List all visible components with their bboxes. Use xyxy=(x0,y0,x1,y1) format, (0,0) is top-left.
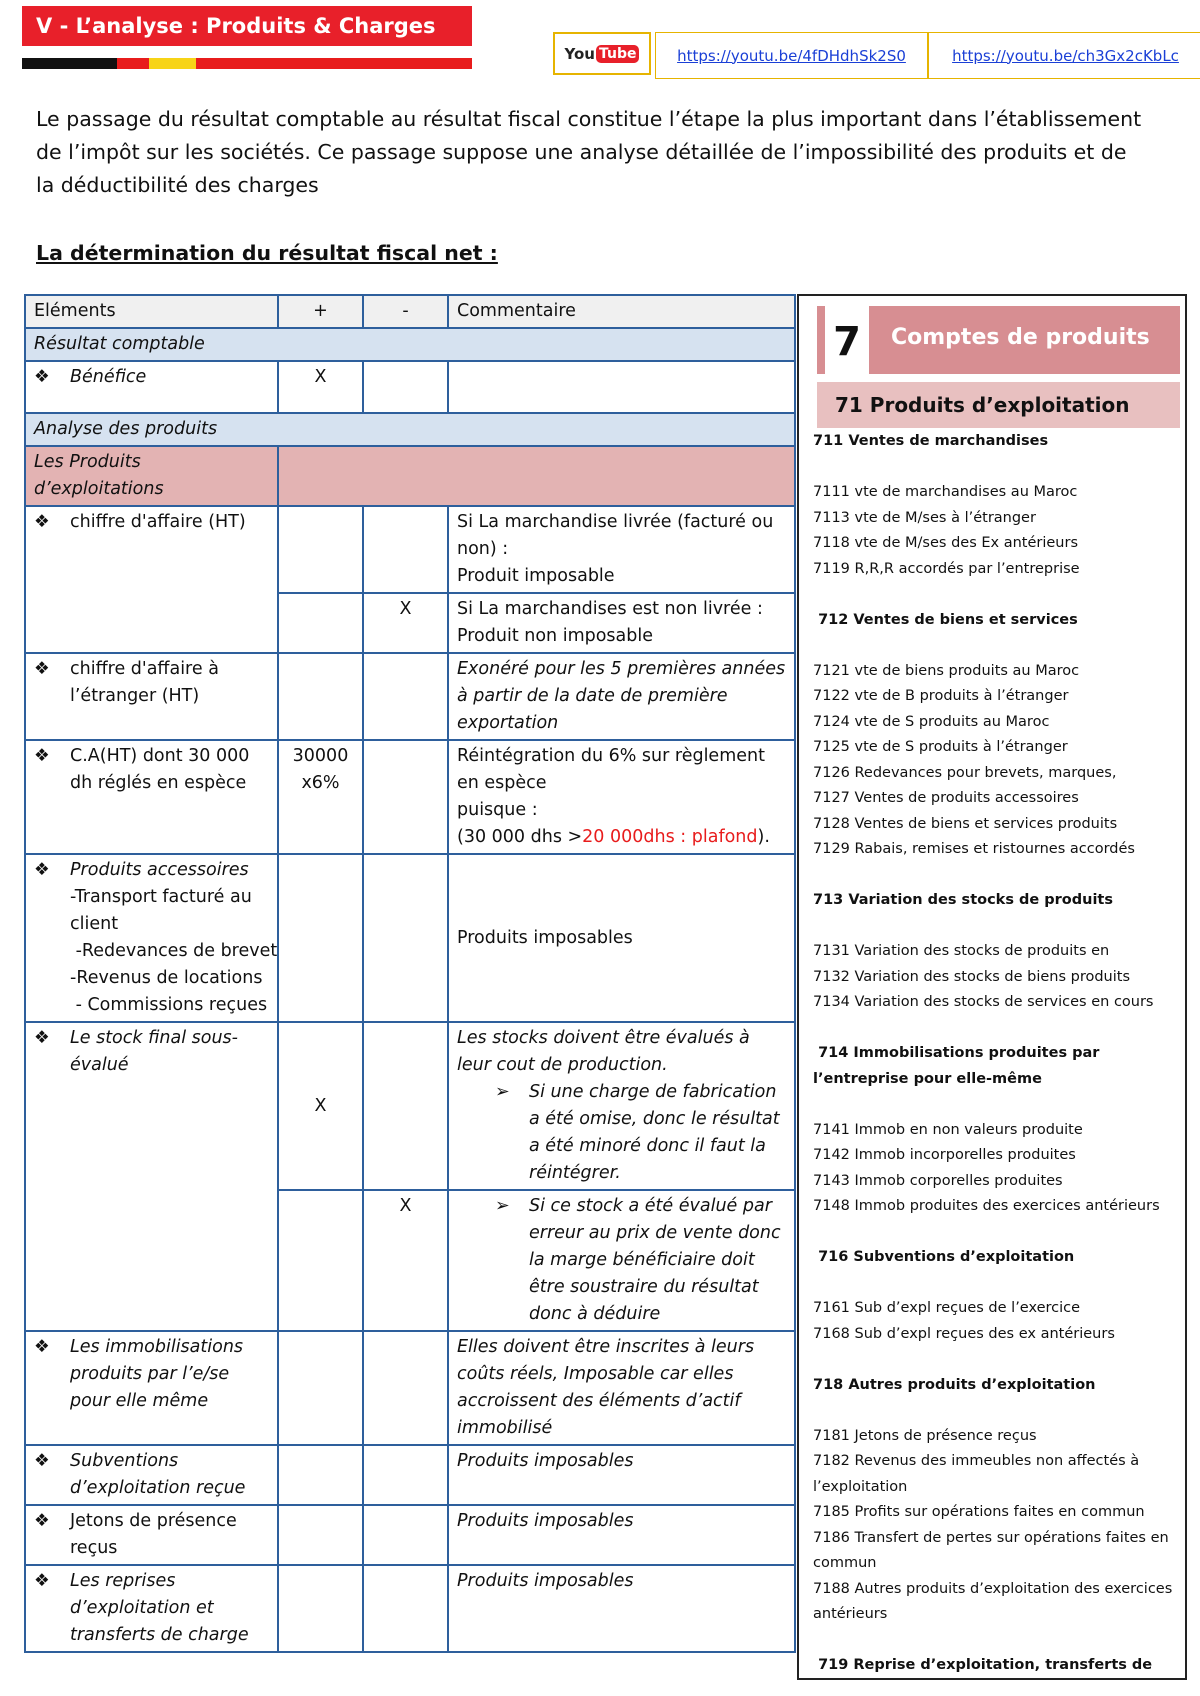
empty-cell xyxy=(278,1565,363,1652)
ca-ht-cell xyxy=(25,506,278,653)
comment-text: puisque : xyxy=(457,800,538,820)
account-item: 7181 Jetons de présence reçus xyxy=(813,1427,1037,1444)
flag-stripe-black xyxy=(22,58,117,69)
account-group-heading: 719 Reprise d’exploitation, transferts de xyxy=(813,1657,1153,1673)
spacer xyxy=(813,1347,1181,1373)
account-group-heading: 712 Ventes de biens et services xyxy=(813,611,1078,628)
bullet-icon: ❖ xyxy=(34,1451,50,1471)
youtube-text: You xyxy=(564,44,595,63)
resultat-comptable: Résultat comptable xyxy=(25,328,795,361)
account-item: 7118 vte de M/ses des Ex antérieurs xyxy=(813,535,1079,551)
ca-etranger-cell xyxy=(25,653,278,740)
empty-cell xyxy=(363,1445,448,1505)
immobilisations-comment: Elles doivent être inscrites à leurs coûts réels, Imposable car elles accroissent des éléments d’actif immobilisé xyxy=(448,1331,795,1445)
jetons-comment: Produits imposables xyxy=(448,1505,795,1565)
bullet-icon: ❖ xyxy=(34,367,50,387)
flag-stripe-red xyxy=(117,58,149,69)
section-title: La détermination du résultat fiscal net : xyxy=(36,241,498,265)
account-list xyxy=(813,429,1181,1679)
account-item: 7129 Rabais, remises et ristournes accordés xyxy=(813,841,1135,857)
empty-cell xyxy=(363,854,448,1022)
comment-text: Produit imposable xyxy=(457,566,615,586)
stock-label: Le stock final sous-évalué xyxy=(70,1028,238,1075)
account-item: 7168 Sub d’expl reçues des ex antérieurs xyxy=(813,1325,1115,1342)
comment-text: Si La marchandises est non livrée : xyxy=(457,599,763,619)
account-item: 7161 Sub d’expl reçues de l’exercice xyxy=(813,1300,1081,1316)
stock-cell xyxy=(25,1022,278,1331)
account-item: 7128 Ventes de biens et services produits xyxy=(813,815,1118,832)
account-item: 7186 Transfert de pertes sur opérations faites en commun xyxy=(813,1529,1169,1571)
empty-cell xyxy=(363,361,448,413)
comment-text: Réintégration du 6% sur règlement en espèce xyxy=(457,746,765,793)
ca-espece-label: C.A(HT) dont 30 000 dh réglés en espèce xyxy=(70,746,250,793)
account-item: 7111 vte de marchandises au Maroc xyxy=(813,484,1078,500)
spacer xyxy=(813,1271,1181,1297)
list-item: -Redevances de brevet xyxy=(70,941,278,961)
spacer xyxy=(813,455,1181,481)
comment-text: Produit non imposable xyxy=(457,626,654,646)
account-item: 7185 Profits sur opérations faites en commun xyxy=(813,1504,1145,1520)
spacer xyxy=(813,1220,1181,1246)
page-title: V - L’analyse : Produits & Charges xyxy=(22,6,472,46)
table-row xyxy=(25,506,795,593)
reprises-label: Les reprises d’exploitation et transferts de charge xyxy=(70,1571,249,1645)
stock-plus: X xyxy=(278,1022,363,1190)
flag-stripe-red-2 xyxy=(196,58,472,69)
header-minus: - xyxy=(363,295,448,328)
account-item: 7132 Variation des stocks de biens produits xyxy=(813,968,1131,985)
arrow-icon: ➢ xyxy=(495,1196,510,1216)
table-row xyxy=(25,1565,795,1652)
empty-cell xyxy=(363,653,448,740)
immobilisations-label: Les immobilisations produits par l’e/se pour elle même xyxy=(70,1337,244,1411)
account-item: 7122 vte de B produits à l’étranger xyxy=(813,688,1069,704)
table-row xyxy=(25,1331,795,1445)
account-item: 7142 Immob incorporelles produites xyxy=(813,1147,1076,1163)
bullet-icon: ❖ xyxy=(34,1028,50,1048)
spacer xyxy=(813,633,1181,659)
empty-cell xyxy=(448,361,795,413)
empty-cell xyxy=(278,1190,363,1331)
analyse-produits: Analyse des produits xyxy=(25,413,795,446)
section-row-analyse xyxy=(25,413,795,446)
empty-cell xyxy=(278,446,795,506)
bullet-icon: ❖ xyxy=(34,860,50,880)
table-row xyxy=(25,1445,795,1505)
ca-espece-cell xyxy=(25,740,278,854)
intro-paragraph: Le passage du résultat comptable au résultat fiscal constitue l’étape la plus important dans l’établissement de l’impôt sur les sociétés. Ce passage suppose une analyse détaillée de l’impossibilité des produits et de la déductibilité des charges xyxy=(36,107,1142,197)
table-row xyxy=(25,854,795,1022)
produits-accessoires-cell xyxy=(25,854,278,1022)
empty-cell xyxy=(278,593,363,653)
class-number: 7 xyxy=(825,306,869,374)
reprises-cell xyxy=(25,1565,278,1652)
ca-ht-comment-1 xyxy=(448,506,795,593)
empty-cell xyxy=(278,506,363,593)
empty-cell xyxy=(278,1505,363,1565)
reprises-comment: Produits imposables xyxy=(448,1565,795,1652)
comment-text: Si La marchandise livrée (facturé ou non) : xyxy=(457,512,774,559)
account-group-heading: 711 Ventes de marchandises xyxy=(813,433,1049,449)
header-plus: + xyxy=(278,295,363,328)
empty-cell xyxy=(363,1022,448,1190)
ca-espece-plus xyxy=(278,740,363,854)
accessoires-label: Produits accessoires xyxy=(70,860,249,880)
list-item: - Commissions reçues xyxy=(70,995,268,1015)
benefice-cell xyxy=(25,361,278,413)
table-row xyxy=(25,740,795,854)
benefice-plus: X xyxy=(278,361,363,413)
arrow-icon: ➢ xyxy=(495,1082,510,1102)
accessoires-comment: Produits imposables xyxy=(448,854,795,1022)
plus-amount: 30000 xyxy=(292,746,349,766)
spacer xyxy=(813,1628,1181,1654)
flag-stripe-yellow xyxy=(149,58,196,69)
account-item: 7143 Immob corporelles produites xyxy=(813,1172,1063,1189)
ca-espece-comment xyxy=(448,740,795,854)
spacer xyxy=(813,1092,1181,1118)
account-item: 7148 Immob produites des exercices antérieurs xyxy=(813,1198,1160,1214)
stock-minus: X xyxy=(363,1190,448,1331)
bullet-icon: ❖ xyxy=(34,659,50,679)
spacer xyxy=(813,582,1181,608)
empty-cell xyxy=(363,1505,448,1565)
list-item: -Transport facturé au client xyxy=(70,887,252,934)
bullet-icon: ❖ xyxy=(34,1571,50,1591)
subventions-cell xyxy=(25,1445,278,1505)
youtube-link-1[interactable]: https://youtu.be/4fDHdhSk2S0 xyxy=(655,32,928,79)
empty-cell xyxy=(278,1331,363,1445)
ca-ht-label: chiffre d'affaire (HT) xyxy=(70,512,246,532)
section-row-exploitation xyxy=(25,446,795,506)
empty-cell xyxy=(363,740,448,854)
spacer xyxy=(813,1016,1181,1042)
account-group-heading: 713 Variation des stocks de produits xyxy=(813,892,1113,908)
subventions-label: Subventions d’exploitation reçue xyxy=(70,1451,246,1498)
subventions-comment: Produits imposables xyxy=(448,1445,795,1505)
video-links xyxy=(553,32,1200,79)
ca-ht-comment-2 xyxy=(448,593,795,653)
sidebar-header xyxy=(817,306,1180,374)
header-comment: Commentaire xyxy=(448,295,795,328)
immobilisations-cell xyxy=(25,1331,278,1445)
section-row-resultat xyxy=(25,328,795,361)
comment-text: ). xyxy=(757,827,770,847)
comment-text: Si une charge de fabrication a été omise, donc le résultat a été minoré donc il faut la réintégrer. xyxy=(529,1082,780,1183)
youtube-link-2[interactable]: https://youtu.be/ch3Gx2cKbLc xyxy=(928,32,1200,79)
benefice-label: Bénéfice xyxy=(70,367,147,387)
account-item: 7119 R,R,R accordés par l’entreprise xyxy=(813,560,1080,577)
jetons-label: Jetons de présence reçus xyxy=(70,1511,237,1558)
comment-text: (30 000 dhs > xyxy=(457,827,583,847)
jetons-cell xyxy=(25,1505,278,1565)
account-item: 7141 Immob en non valeurs produite xyxy=(813,1121,1083,1138)
account-item: 7134 Variation des stocks de services en cours xyxy=(813,994,1154,1010)
account-group-heading: 718 Autres produits d’exploitation xyxy=(813,1376,1096,1393)
plafond-text: 20 000dhs : plafond xyxy=(582,827,758,847)
account-item: 7124 vte de S produits au Maroc xyxy=(813,713,1050,730)
ca-etranger-label: chiffre d'affaire à l’étranger (HT) xyxy=(70,659,219,706)
bullet-icon: ❖ xyxy=(34,746,50,766)
table-row xyxy=(25,361,795,413)
account-item: 7131 Variation des stocks de produits en xyxy=(813,943,1110,959)
account-item: 7127 Ventes de produits accessoires xyxy=(813,790,1079,806)
youtube-tube: Tube xyxy=(596,45,640,63)
comment-text: Si ce stock a été évalué par erreur au prix de vente donc la marge bénéficiaire doit être soustraire du résultat donc à déduire xyxy=(529,1196,781,1324)
analysis-table xyxy=(24,294,796,1653)
sidebar-subtitle: 71 Produits d’exploitation xyxy=(817,382,1180,428)
stock-comment-1 xyxy=(448,1022,795,1190)
account-item: 7121 vte de biens produits au Maroc xyxy=(813,662,1080,679)
account-group-heading: 716 Subventions d’exploitation xyxy=(813,1249,1075,1265)
empty-cell xyxy=(278,653,363,740)
list-item: -Revenus de locations xyxy=(70,968,263,988)
youtube-logo-icon xyxy=(553,32,651,75)
account-group-heading: 714 Immobilisations produites par l’entreprise pour elle-même xyxy=(813,1045,1105,1087)
spacer xyxy=(813,914,1181,940)
table-row xyxy=(25,653,795,740)
account-item: 7113 vte de M/ses à l’étranger xyxy=(813,509,1036,526)
header-elements: Eléments xyxy=(25,295,278,328)
bullet-icon: ❖ xyxy=(34,1511,50,1531)
account-item: 7125 vte de S produits à l’étranger xyxy=(813,739,1068,755)
produits-exploitation: Les Produits d’exploitations xyxy=(25,446,278,506)
table-header-row xyxy=(25,295,795,328)
bullet-icon: ❖ xyxy=(34,1337,50,1357)
account-item: 7126 Redevances pour brevets, marques, xyxy=(813,764,1117,781)
flag-bar xyxy=(22,58,472,69)
empty-cell xyxy=(278,1445,363,1505)
empty-cell xyxy=(363,506,448,593)
ca-etranger-comment: Exonéré pour les 5 premières années à partir de la date de première exportation xyxy=(448,653,795,740)
empty-cell xyxy=(363,1331,448,1445)
spacer xyxy=(813,863,1181,889)
comment-text: Les stocks doivent être évalués à leur cout de production. xyxy=(457,1028,750,1075)
table-row xyxy=(25,1505,795,1565)
accounts-sidebar xyxy=(797,294,1187,1680)
spacer xyxy=(813,1398,1181,1424)
stock-comment-2 xyxy=(448,1190,795,1331)
ca-ht-minus: X xyxy=(363,593,448,653)
account-item: 7182 Revenus des immeubles non affectés à l’exploitation xyxy=(813,1453,1140,1495)
bullet-icon: ❖ xyxy=(34,512,50,532)
table-row xyxy=(25,1022,795,1190)
plus-rate: x6% xyxy=(301,773,340,793)
empty-cell xyxy=(363,1565,448,1652)
account-item: 7188 Autres produits d’exploitation des exercices antérieurs xyxy=(813,1580,1173,1622)
sidebar-title: Comptes de produits xyxy=(891,325,1150,350)
empty-cell xyxy=(278,854,363,1022)
